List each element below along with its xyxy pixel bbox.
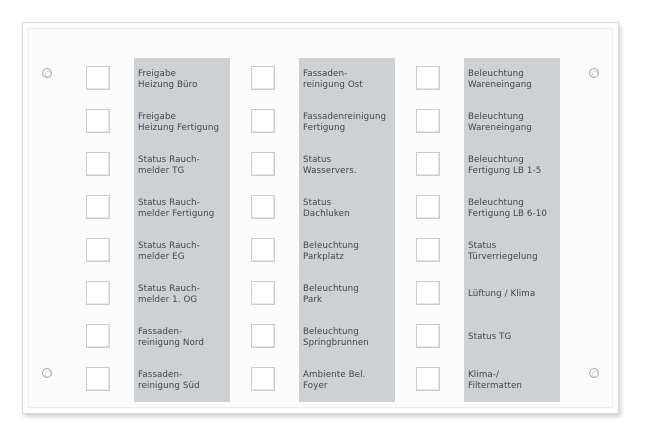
button-row: [251, 316, 395, 359]
push-button[interactable]: [86, 238, 110, 262]
button-row: [416, 144, 560, 187]
push-button[interactable]: [251, 367, 275, 391]
button-row: [251, 273, 395, 316]
push-button[interactable]: [416, 152, 440, 176]
push-button[interactable]: [416, 324, 440, 348]
push-button[interactable]: [86, 195, 110, 219]
button-label: Fassadenreinigung Fertigung: [303, 111, 387, 133]
push-button[interactable]: [251, 281, 275, 305]
button-label: Status Rauch- melder 1. OG: [138, 283, 200, 305]
push-button[interactable]: [251, 109, 275, 133]
button-label: Beleuchtung Wareneingang: [468, 68, 532, 90]
push-button[interactable]: [86, 152, 110, 176]
button-label: Status Rauch- melder EG: [138, 240, 200, 262]
button-label: Beleuchtung Springbrunnen: [303, 326, 369, 348]
button-label: Fassaden- reinigung Süd: [138, 369, 200, 391]
button-label: Beleuchtung Park: [303, 283, 359, 305]
push-button[interactable]: [251, 152, 275, 176]
button-row: [251, 359, 395, 402]
button-column-2: [251, 58, 395, 402]
button-label: Status Wasservers.: [303, 154, 357, 176]
button-label: Klima-/ Filtermatten: [468, 369, 523, 391]
button-row: [251, 58, 395, 101]
push-button[interactable]: [251, 324, 275, 348]
push-button[interactable]: [416, 195, 440, 219]
button-label: Status Türverriegelung: [468, 240, 538, 262]
button-row: [251, 144, 395, 187]
push-button[interactable]: [416, 109, 440, 133]
switch-panel-frame: [22, 22, 619, 414]
push-button[interactable]: [416, 367, 440, 391]
button-label: Status Rauch- melder TG: [138, 154, 200, 176]
push-button[interactable]: [251, 195, 275, 219]
push-button[interactable]: [86, 324, 110, 348]
push-button[interactable]: [251, 238, 275, 262]
button-label: Fassaden- reinigung Nord: [138, 326, 205, 348]
push-button[interactable]: [86, 367, 110, 391]
button-row: [86, 359, 230, 402]
button-label: Status Rauch- melder Fertigung: [138, 197, 215, 219]
button-row: [251, 187, 395, 230]
button-panel: [23, 23, 618, 413]
button-row: [416, 187, 560, 230]
button-row: [416, 316, 560, 359]
push-button[interactable]: [416, 238, 440, 262]
button-row: [251, 230, 395, 273]
push-button[interactable]: [86, 281, 110, 305]
push-button[interactable]: [86, 109, 110, 133]
button-label: Beleuchtung Wareneingang: [468, 111, 532, 133]
button-label: Status TG: [468, 332, 512, 342]
push-button[interactable]: [251, 66, 275, 90]
button-row: [416, 273, 560, 316]
push-button[interactable]: [86, 66, 110, 90]
button-label: Beleuchtung Fertigung LB 6-10: [468, 197, 548, 219]
button-row: [416, 58, 560, 101]
button-column-3: [416, 58, 560, 402]
button-label: Freigabe Heizung Büro: [138, 68, 198, 90]
button-label: Ambiente Bel. Foyer: [303, 369, 366, 391]
push-button[interactable]: [416, 281, 440, 305]
button-label: Lüftung / Klima: [468, 289, 536, 299]
button-row: [86, 316, 230, 359]
button-column-1: [86, 58, 230, 402]
button-row: [86, 230, 230, 273]
button-label: Beleuchtung Fertigung LB 1-5: [468, 154, 542, 176]
button-label: Freigabe Heizung Fertigung: [138, 111, 220, 133]
button-label: Fassaden- reinigung Ost: [303, 68, 363, 90]
button-row: [86, 58, 230, 101]
button-row: [416, 230, 560, 273]
push-button[interactable]: [416, 66, 440, 90]
button-row: [416, 101, 560, 144]
button-row: [86, 144, 230, 187]
button-row: [86, 273, 230, 316]
button-row: [416, 359, 560, 402]
button-label: Status Dachluken: [303, 197, 350, 219]
button-row: [86, 101, 230, 144]
button-label: Beleuchtung Parkplatz: [303, 240, 359, 262]
button-row: [251, 101, 395, 144]
button-row: [86, 187, 230, 230]
